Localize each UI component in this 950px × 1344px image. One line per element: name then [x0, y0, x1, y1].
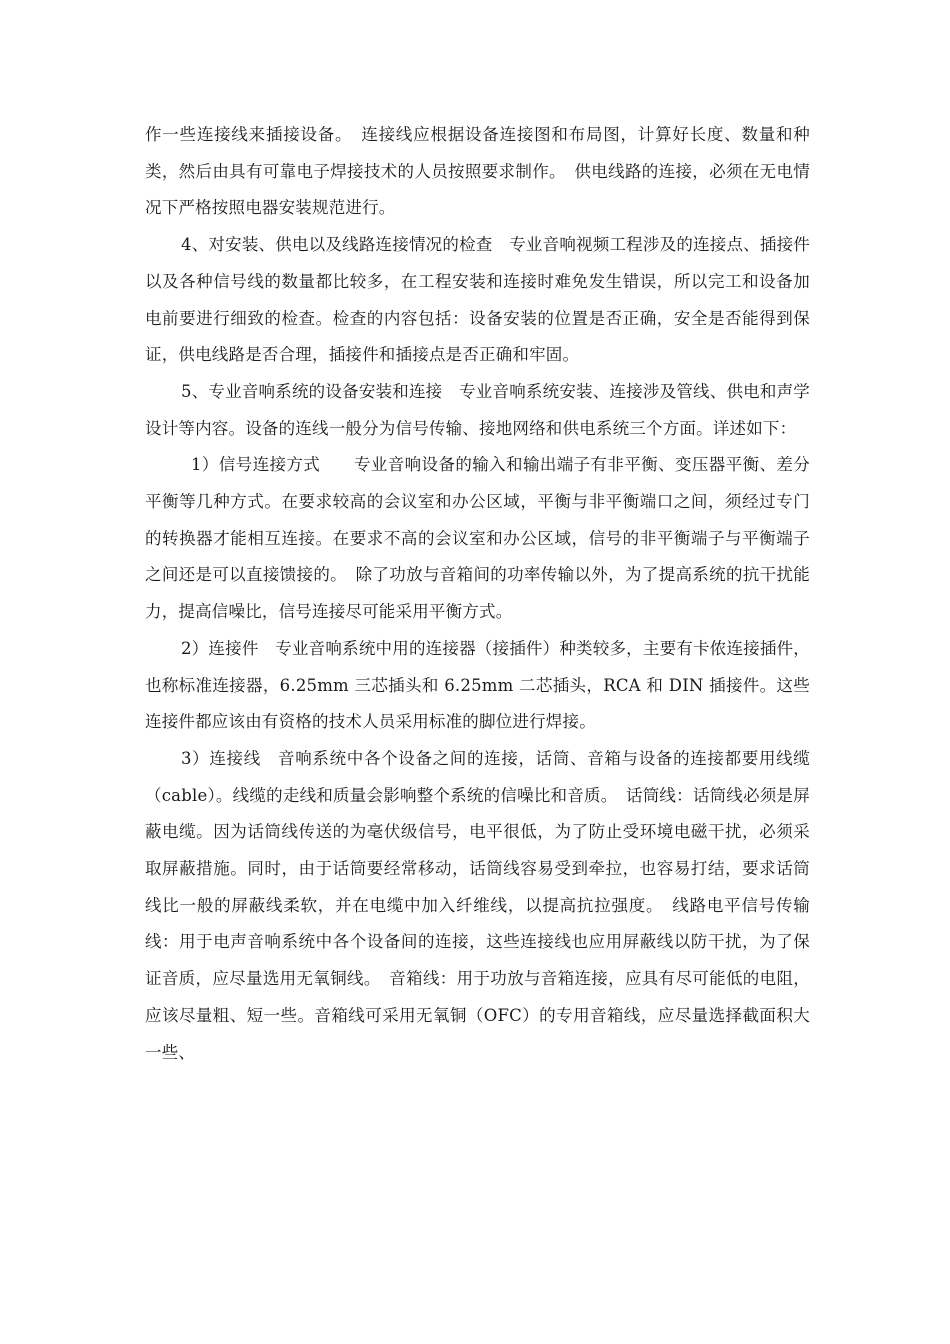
paragraph-signal-connection: 1）信号连接方式 专业音响设备的输入和输出端子有非平衡、变压器平衡、差分平衡等几种方式。在要求较高的会议室和办公区域，平衡与非平衡端口之间，须经过专门的转换器才能相互连接。在要求不高的会议室和办公区域，信号的非平衡端子与平衡端子之间还是可以直接馈接的。 除了功放与音箱间的功率传输以外，为了提高系统的抗干扰能力，提高信噪比，信号连接尽可能采用平衡方式。 — [145, 455, 810, 622]
document-body — [145, 117, 810, 1071]
paragraph-cables: 3）连接线 音响系统中各个设备之间的连接，话筒、音箱与设备的连接都要用线缆（cable）。线缆的走线和质量会影响整个系统的信噪比和音质。 话筒线：话筒线必须是屏蔽电缆。因为话筒线传送的为毫伏级信号，电平很低，为了防止受环境电磁干扰，必须采取屏蔽措施。同时，由于话筒要经常移动，话筒线容易受到牵拉，也容易打结，要求话筒线比一般的屏蔽线柔软，并在电缆中加入纤维线，以提高抗拉强度。 线路电平信号传输线：用于电声音响系统中各个设备间的连接，这些连接线也应用屏蔽线以防干扰，为了保证音质，应尽量选用无氧铜线。 音箱线：用于功放与音箱连接，应具有尽可能低的电阻，应该尽量粗、短一些。音箱线可采用无氧铜（OFC）的专用音箱线，应尽量选择截面积大一些、 — [145, 748, 810, 1062]
paragraph-section-5: 5、专业音响系统的设备安装和连接 专业音响系统安装、连接涉及管线、供电和声学设计等内容。设备的连线一般分为信号传输、接地网络和供电系统三个方面。详述如下： — [145, 381, 810, 438]
paragraph-continuation: 作一些连接线来插接设备。 连接线应根据设备连接图和布局图，计算好长度、数量和种类，然后由具有可靠电子焊接技术的人员按照要求制作。 供电线路的连接，必须在无电情况下严格按照电器安装规范进行。 — [145, 125, 810, 218]
paragraph-connectors: 2）连接件 专业音响系统中用的连接器（接插件）种类较多，主要有卡侬连接插件，也称标准连接器，6.25mm 三芯插头和 6.25mm 二芯插头，RCA 和 DIN 插接件。这些连接件都应该由有资格的技术人员采用标准的脚位进行焊接。 — [145, 638, 810, 732]
paragraph-section-4: 4、对安装、供电以及线路连接情况的检查 专业音响视频工程涉及的连接点、插接件以及各种信号线的数量都比较多，在工程安装和连接时难免发生错误，所以完工和设备加电前要进行细致的检查。检查的内容包括：设备安装的位置是否正确，安全是否能得到保证，供电线路是否合理，插接件和插接点是否正确和牢固。 — [145, 235, 810, 365]
